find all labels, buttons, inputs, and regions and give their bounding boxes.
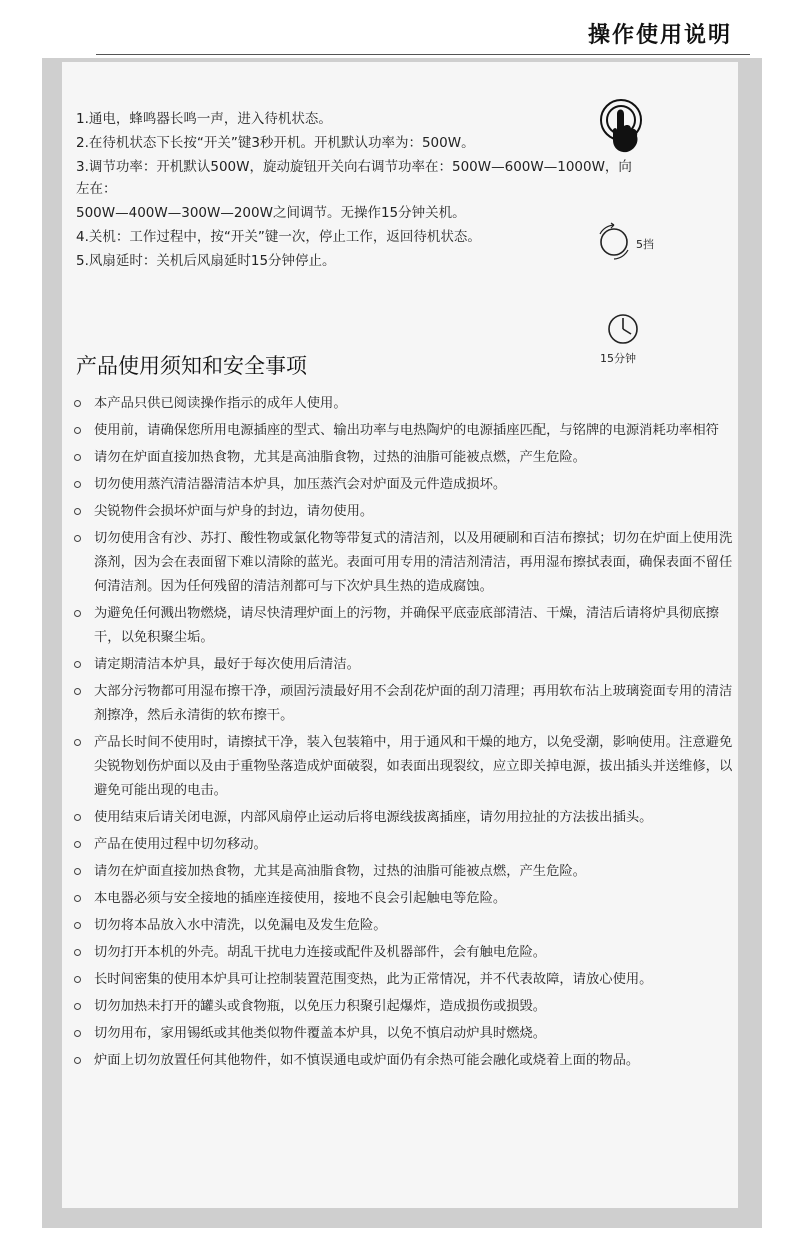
bullet-icon bbox=[74, 688, 81, 695]
list-item: 切勿使用蒸汽清洁器清洁本炉具，加压蒸汽会对炉面及元件造成损坏。 bbox=[72, 473, 738, 497]
list-item: 请定期清洁本炉具，最好于每次使用后清洁。 bbox=[72, 653, 738, 677]
list-item: 本电器必须与安全接地的插座连接使用，接地不良会引起触电等危险。 bbox=[72, 887, 738, 911]
list-item: 为避免任何溅出物燃烧，请尽快清理炉面上的污物，并确保平底壶底部清洁、干燥，清洁后请将炉具彻底擦干，以免积聚尘垢。 bbox=[72, 602, 738, 650]
step-3-continued: 500W—400W—300W—200W之间调节。无操作15分钟关机。 bbox=[76, 205, 466, 221]
list-item: 使用前，请确保您所用电源插座的型式、输出功率与电热陶炉的电源插座匹配，与铭牌的电源消耗功率相符 bbox=[72, 419, 738, 443]
bullet-icon bbox=[74, 868, 81, 875]
operation-steps bbox=[76, 108, 636, 274]
bullet-icon bbox=[74, 895, 81, 902]
step-1: 1.通电，蜂鸣器长鸣一声，进入待机状态。 bbox=[76, 111, 332, 127]
list-item: 产品在使用过程中切勿移动。 bbox=[72, 833, 738, 857]
list-item: 请勿在炉面直接加热食物，尤其是高油脂食物，过热的油脂可能被点燃，产生危险。 bbox=[72, 860, 738, 884]
list-item: 切勿加热未打开的罐头或食物瓶，以免压力积聚引起爆炸，造成损伤或损毁。 bbox=[72, 995, 738, 1019]
bullet-icon bbox=[74, 508, 81, 515]
step-5: 5.风扇延时：关机后风扇延时15分钟停止。 bbox=[76, 253, 336, 269]
step-2: 2.在待机状态下长按“开关”键3秒开机。开机默认功率为：500W。 bbox=[76, 135, 475, 151]
list-item: 本产品只供已阅读操作指示的成年人使用。 bbox=[72, 392, 738, 416]
bullet-icon bbox=[74, 427, 81, 434]
list-item: 切勿用布，家用锡纸或其他类似物件覆盖本炉具，以免不慎启动炉具时燃烧。 bbox=[72, 1022, 738, 1046]
list-item: 大部分污物都可用湿布擦干净，顽固污渍最好用不会刮花炉面的刮刀清理；再用软布沾上玻璃瓷面专用的清洁剂擦净，然后永清街的软布擦干。 bbox=[72, 680, 738, 728]
bullet-icon bbox=[74, 1057, 81, 1064]
list-item: 尖锐物件会损坏炉面与炉身的封边，请勿使用。 bbox=[72, 500, 738, 524]
bullet-icon bbox=[74, 841, 81, 848]
list-item: 产品长时间不使用时，请擦拭干净，装入包装箱中，用于通风和干燥的地方，以免受潮，影响使用。注意避免尖锐物划伤炉面以及由于重物坠落造成炉面破裂，如表面出现裂纹，应立即关掉电源，拔出插头并送维修，以避免可能出现的电击。 bbox=[72, 731, 738, 803]
list-item: 切勿打开本机的外壳。胡乱干扰电力连接或配件及机器部件，会有触电危险。 bbox=[72, 941, 738, 965]
bullet-icon bbox=[74, 481, 81, 488]
bullet-icon bbox=[74, 814, 81, 821]
bullet-icon bbox=[74, 661, 81, 668]
bullet-icon bbox=[74, 610, 81, 617]
bullet-icon bbox=[74, 1003, 81, 1010]
bullet-icon bbox=[74, 949, 81, 956]
list-item: 切勿使用含有沙、苏打、酸性物或氯化物等带复式的清洁剂，以及用硬刷和百洁布擦拭；切勿在炉面上使用洗涤剂，因为会在表面留下难以清除的蓝光。表面可用专用的清洁剂清洁，再用湿布擦拭表面，确保表面不留任何清洁剂。因为任何残留的清洁剂都可与下次炉具生热的造成腐蚀。 bbox=[72, 527, 738, 599]
list-item: 使用结束后请关闭电源，内部风扇停止运动后将电源线拔离插座，请勿用拉扯的方法拔出插头。 bbox=[72, 806, 738, 830]
page-title: 操作使用说明 bbox=[587, 23, 732, 48]
bullet-icon bbox=[74, 535, 81, 542]
bullet-icon bbox=[74, 976, 81, 983]
safety-section-title: 产品使用须知和安全事项 bbox=[76, 354, 307, 378]
dial-knob-icon bbox=[594, 222, 634, 266]
step-4: 4.关机：工作过程中，按“开关”键一次，停止工作，返回待机状态。 bbox=[76, 229, 481, 245]
bullet-icon bbox=[74, 454, 81, 461]
list-item: 长时间密集的使用本炉具可让控制装置范围变热，此为正常情况，并不代表故障，请放心使用。 bbox=[72, 968, 738, 992]
bullet-icon bbox=[74, 400, 81, 407]
list-item: 请勿在炉面直接加热食物，尤其是高油脂食物，过热的油脂可能被点燃，产生危险。 bbox=[72, 446, 738, 470]
step-3: 3.调节功率：开机默认500W，旋动旋钮开关向右调节功率在：500W—600W—1000W，向左在： bbox=[76, 159, 632, 197]
hand-press-icon bbox=[597, 96, 647, 160]
dial-label: 5挡 bbox=[636, 238, 654, 251]
bullet-icon bbox=[74, 922, 81, 929]
clock-label: 15分钟 bbox=[600, 352, 636, 365]
list-item: 切勿将本品放入水中清洗，以免漏电及发生危险。 bbox=[72, 914, 738, 938]
clock-icon bbox=[606, 312, 640, 350]
list-item: 炉面上切勿放置任何其他物件，如不慎误通电或炉面仍有余热可能会融化或烧着上面的物品。 bbox=[72, 1049, 738, 1073]
bullet-icon bbox=[74, 1030, 81, 1037]
bullet-icon bbox=[74, 739, 81, 746]
header-divider bbox=[96, 54, 750, 55]
safety-notes-list bbox=[72, 392, 738, 1076]
